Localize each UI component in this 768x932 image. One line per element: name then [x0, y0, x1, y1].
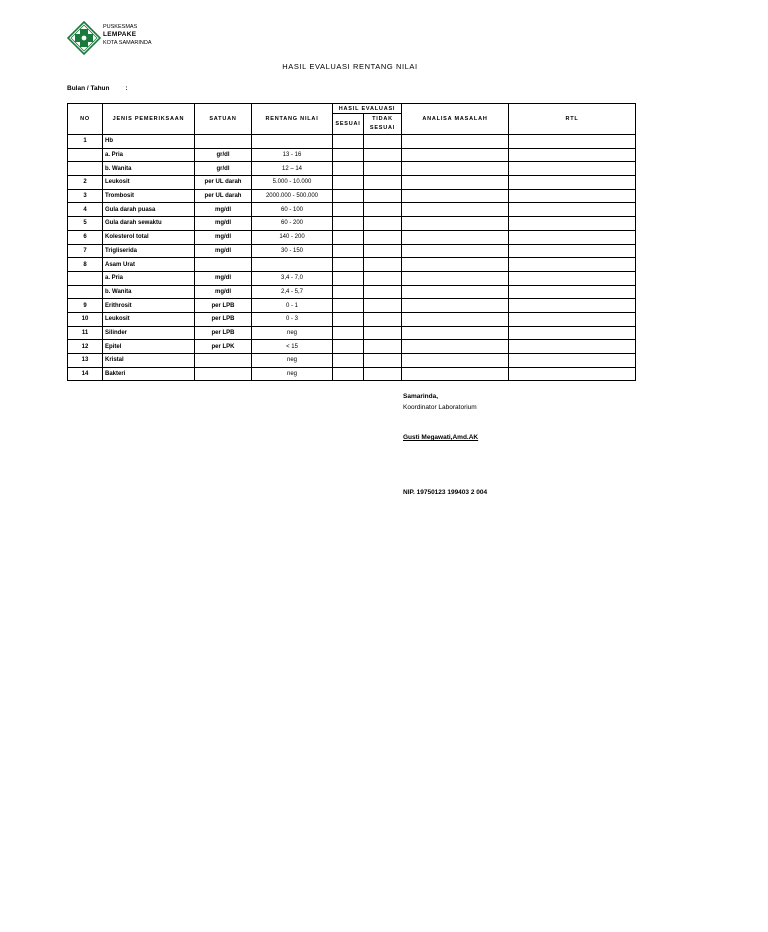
row-analisa	[402, 354, 509, 368]
period-label: Bulan / Tahun	[67, 85, 110, 92]
row-satuan: mg/dl	[195, 230, 252, 244]
row-satuan: per LPB	[195, 299, 252, 313]
row-jenis: b. Wanita	[103, 285, 195, 299]
row-rtl	[509, 354, 636, 368]
row-rtl	[509, 244, 636, 258]
signature-name: Gusti Megawati,Amd.AK	[403, 434, 479, 441]
row-rtl	[509, 271, 636, 285]
row-rtl	[509, 148, 636, 162]
row-tidak-sesuai	[364, 135, 402, 149]
org-line-1: PUSKESMAS	[103, 24, 138, 30]
row-analisa	[402, 176, 509, 190]
row-sesuai	[333, 340, 364, 354]
header-satuan: SATUAN	[195, 104, 252, 135]
row-satuan	[195, 367, 252, 381]
row-no: 11	[68, 326, 103, 340]
row-tidak-sesuai	[364, 312, 402, 326]
row-rentang: 3,4 - 7,0	[252, 271, 333, 285]
row-rentang	[252, 135, 333, 149]
row-no: 4	[68, 203, 103, 217]
row-satuan: mg/dl	[195, 244, 252, 258]
table-row	[68, 217, 636, 231]
row-rtl	[509, 135, 636, 149]
row-analisa	[402, 326, 509, 340]
signature-role: Koordinator Laboratorium	[403, 404, 477, 411]
row-satuan: per LPK	[195, 340, 252, 354]
puskesmas-logo-icon	[67, 21, 101, 55]
row-rentang: 140 - 200	[252, 230, 333, 244]
row-rtl	[509, 217, 636, 231]
row-no	[68, 162, 103, 176]
table-row	[68, 135, 636, 149]
row-satuan: mg/dl	[195, 217, 252, 231]
row-rtl	[509, 285, 636, 299]
row-rtl	[509, 162, 636, 176]
table-row	[68, 258, 636, 272]
row-analisa	[402, 244, 509, 258]
header-hasil-evaluasi: HASIL EVALUASI	[333, 104, 402, 114]
row-satuan: gr/dl	[195, 162, 252, 176]
row-sesuai	[333, 230, 364, 244]
row-sesuai	[333, 135, 364, 149]
row-jenis: Kolesterol total	[103, 230, 195, 244]
row-rentang: 30 - 150	[252, 244, 333, 258]
header-rtl: RTL	[509, 104, 636, 135]
row-sesuai	[333, 176, 364, 190]
row-sesuai	[333, 217, 364, 231]
row-rtl	[509, 189, 636, 203]
header-jenis-pemeriksaan: JENIS PEMERIKSAAN	[103, 104, 195, 135]
row-jenis: Trombosit	[103, 189, 195, 203]
row-tidak-sesuai	[364, 326, 402, 340]
table-row	[68, 271, 636, 285]
row-analisa	[402, 258, 509, 272]
row-jenis: Silinder	[103, 326, 195, 340]
row-tidak-sesuai	[364, 244, 402, 258]
row-tidak-sesuai	[364, 340, 402, 354]
row-tidak-sesuai	[364, 217, 402, 231]
row-jenis: Leukosit	[103, 312, 195, 326]
row-sesuai	[333, 312, 364, 326]
row-tidak-sesuai	[364, 258, 402, 272]
row-rentang: neg	[252, 367, 333, 381]
row-analisa	[402, 135, 509, 149]
row-satuan: mg/dl	[195, 203, 252, 217]
row-sesuai	[333, 271, 364, 285]
row-tidak-sesuai	[364, 271, 402, 285]
row-analisa	[402, 299, 509, 313]
row-rentang: 13 - 16	[252, 148, 333, 162]
row-satuan: per LPB	[195, 326, 252, 340]
row-jenis: b. Wanita	[103, 162, 195, 176]
org-name-block	[103, 23, 152, 47]
row-no: 5	[68, 217, 103, 231]
row-rentang: 0 - 1	[252, 299, 333, 313]
row-no: 10	[68, 312, 103, 326]
row-rtl	[509, 367, 636, 381]
row-tidak-sesuai	[364, 354, 402, 368]
row-no	[68, 285, 103, 299]
row-analisa	[402, 271, 509, 285]
row-sesuai	[333, 189, 364, 203]
header-rentang-nilai: RENTANG NILAI	[252, 104, 333, 135]
row-rentang: 0 - 3	[252, 312, 333, 326]
row-tidak-sesuai	[364, 148, 402, 162]
table-row	[68, 340, 636, 354]
row-sesuai	[333, 148, 364, 162]
row-tidak-sesuai	[364, 367, 402, 381]
row-tidak-sesuai	[364, 285, 402, 299]
row-sesuai	[333, 354, 364, 368]
row-rentang: < 15	[252, 340, 333, 354]
row-rtl	[509, 258, 636, 272]
signature-nip: NIP. 19750123 199403 2 004	[403, 489, 488, 496]
row-jenis: Leukosit	[103, 176, 195, 190]
row-rtl	[509, 312, 636, 326]
row-satuan	[195, 258, 252, 272]
row-sesuai	[333, 285, 364, 299]
row-satuan: per UL darah	[195, 176, 252, 190]
row-jenis: Asam Urat	[103, 258, 195, 272]
table-row	[68, 230, 636, 244]
row-satuan: mg/dl	[195, 285, 252, 299]
row-sesuai	[333, 299, 364, 313]
row-rtl	[509, 340, 636, 354]
row-no: 3	[68, 189, 103, 203]
row-jenis: Gula darah puasa	[103, 203, 195, 217]
row-rtl	[509, 326, 636, 340]
table-row	[68, 203, 636, 217]
row-tidak-sesuai	[364, 162, 402, 176]
row-satuan: per LPB	[195, 312, 252, 326]
header-tidak-sesuai: TIDAK SESUAI	[364, 114, 402, 135]
table-row	[68, 326, 636, 340]
row-rentang: 60 - 200	[252, 217, 333, 231]
row-analisa	[402, 148, 509, 162]
row-jenis: a. Pria	[103, 271, 195, 285]
period-colon: :	[125, 85, 128, 92]
row-analisa	[402, 217, 509, 231]
table-row	[68, 354, 636, 368]
row-rtl	[509, 299, 636, 313]
row-analisa	[402, 285, 509, 299]
org-line-3: KOTA SAMARINDA	[103, 40, 152, 46]
org-line-2: LEMPAKE	[103, 31, 137, 38]
row-analisa	[402, 162, 509, 176]
row-tidak-sesuai	[364, 176, 402, 190]
evaluation-table	[67, 103, 636, 381]
row-satuan: per UL darah	[195, 189, 252, 203]
signature-place: Samarinda,	[403, 393, 439, 400]
row-jenis: Kristal	[103, 354, 195, 368]
row-jenis: Epitel	[103, 340, 195, 354]
row-rentang: 12 – 14	[252, 162, 333, 176]
row-satuan: mg/dl	[195, 271, 252, 285]
row-analisa	[402, 189, 509, 203]
row-analisa	[402, 203, 509, 217]
row-no: 6	[68, 230, 103, 244]
table-body	[68, 135, 636, 381]
row-rentang: 2,4 - 5,7	[252, 285, 333, 299]
row-satuan	[195, 135, 252, 149]
table-row	[68, 312, 636, 326]
table-row	[68, 285, 636, 299]
row-no: 1	[68, 135, 103, 149]
row-sesuai	[333, 203, 364, 217]
row-sesuai	[333, 244, 364, 258]
row-no	[68, 271, 103, 285]
row-jenis: Trigliserida	[103, 244, 195, 258]
row-rentang: neg	[252, 354, 333, 368]
row-rentang: neg	[252, 326, 333, 340]
row-analisa	[402, 367, 509, 381]
row-rentang	[252, 258, 333, 272]
row-satuan: gr/dl	[195, 148, 252, 162]
row-tidak-sesuai	[364, 189, 402, 203]
row-no: 8	[68, 258, 103, 272]
row-tidak-sesuai	[364, 203, 402, 217]
row-rentang: 2000.000 - 500.000	[252, 189, 333, 203]
row-satuan	[195, 354, 252, 368]
row-analisa	[402, 340, 509, 354]
row-jenis: Erithrosit	[103, 299, 195, 313]
header-analisa-masalah: ANALISA MASALAH	[402, 104, 509, 135]
table-row	[68, 176, 636, 190]
row-jenis: Bakteri	[103, 367, 195, 381]
header-sesuai: SESUAI	[333, 114, 364, 135]
row-tidak-sesuai	[364, 230, 402, 244]
page-title: HASIL EVALUASI RENTANG NILAI	[282, 62, 418, 71]
table-row	[68, 299, 636, 313]
row-no: 2	[68, 176, 103, 190]
row-no: 9	[68, 299, 103, 313]
row-sesuai	[333, 367, 364, 381]
table-row	[68, 162, 636, 176]
row-rtl	[509, 203, 636, 217]
row-no: 13	[68, 354, 103, 368]
row-rtl	[509, 176, 636, 190]
row-rentang: 60 - 100	[252, 203, 333, 217]
row-sesuai	[333, 258, 364, 272]
row-rentang: 5.000 - 10.000	[252, 176, 333, 190]
row-rtl	[509, 230, 636, 244]
row-jenis: Hb	[103, 135, 195, 149]
period-row	[67, 85, 127, 92]
row-no: 7	[68, 244, 103, 258]
row-jenis: Gula darah sewaktu	[103, 217, 195, 231]
row-tidak-sesuai	[364, 299, 402, 313]
row-no: 14	[68, 367, 103, 381]
table-row	[68, 367, 636, 381]
header-no: NO	[68, 104, 103, 135]
row-no	[68, 148, 103, 162]
row-jenis: a. Pria	[103, 148, 195, 162]
table-row	[68, 148, 636, 162]
table-row	[68, 189, 636, 203]
row-sesuai	[333, 162, 364, 176]
row-sesuai	[333, 326, 364, 340]
table-row	[68, 244, 636, 258]
row-analisa	[402, 312, 509, 326]
row-no: 12	[68, 340, 103, 354]
row-analisa	[402, 230, 509, 244]
